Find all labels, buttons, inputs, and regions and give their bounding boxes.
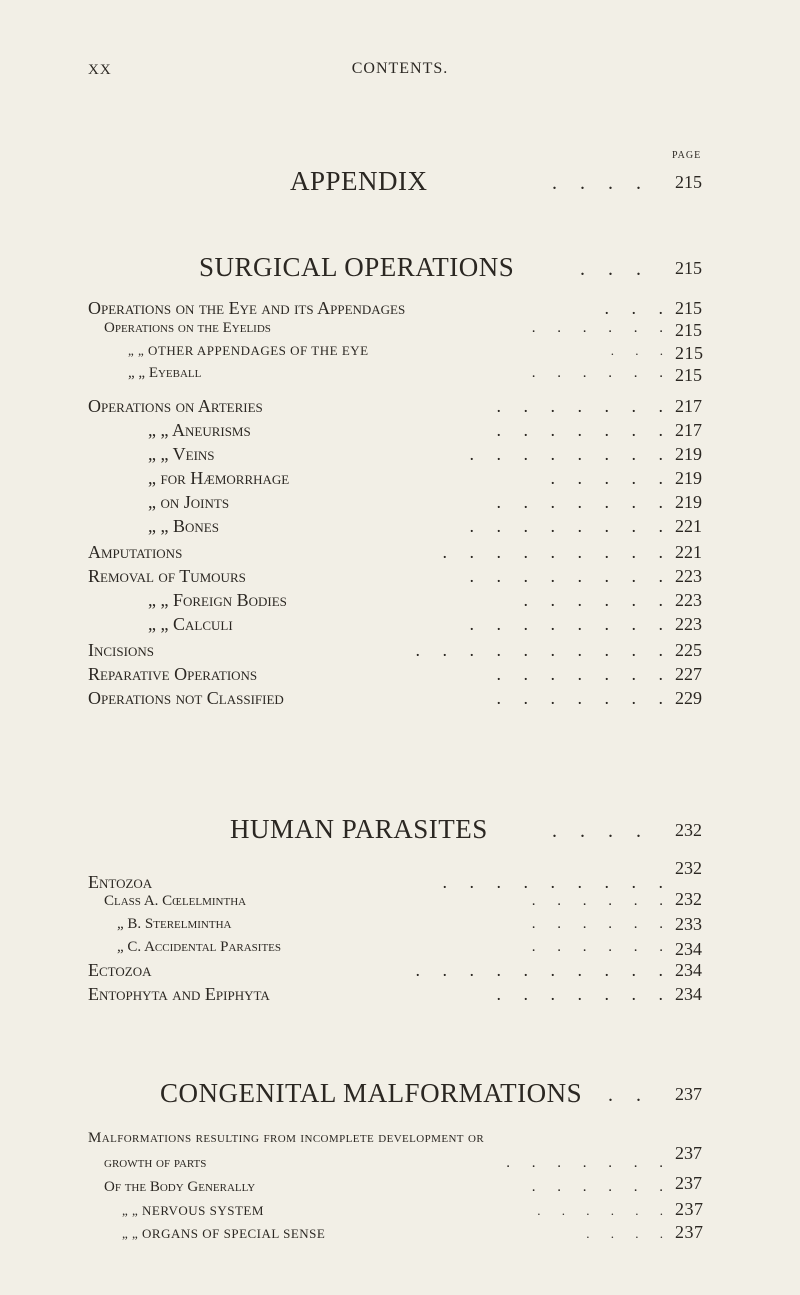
- page-header-left: XX: [88, 62, 112, 78]
- toc-human-parasites[interactable]: HUMAN PARASITES . . . . 232: [230, 814, 702, 844]
- toc-entry[interactable]: Ectozoa . . . . . . . . . . 234: [88, 960, 702, 980]
- toc-entry[interactable]: Reparative Operations . . . . . . . 227: [88, 664, 702, 684]
- toc-entry[interactable]: „ „ Foreign Bodies . . . . . . 223: [148, 590, 702, 610]
- section-title: APPENDIX: [290, 166, 428, 196]
- toc-entry[interactable]: „ „ Veins . . . . . . . . 219: [148, 444, 702, 464]
- toc-entry[interactable]: „ C. Accidental Parasites . . . . . . 234: [117, 939, 702, 959]
- toc-congenital-malformations[interactable]: CONGENITAL MALFORMATIONS . . 237: [160, 1078, 702, 1108]
- toc-entry[interactable]: Incisions . . . . . . . . . . 225: [88, 640, 702, 660]
- toc-entry[interactable]: Operations not Classified . . . . . . . 229: [88, 688, 702, 708]
- toc-entry[interactable]: „ „ Calculi . . . . . . . . 223: [148, 614, 702, 634]
- toc-entry[interactable]: „ „ OTHER APPENDAGES OF THE EYE . . . 215: [128, 343, 704, 363]
- toc-entry[interactable]: Operations on the Eye and its Appendages . . . 215: [88, 298, 702, 318]
- toc-entry[interactable]: Class A. Cœlelmintha . . . . . . 232: [104, 889, 702, 909]
- toc-entry[interactable]: Amputations . . . . . . . . . 221: [88, 542, 702, 562]
- toc-entry[interactable]: „ „ ORGANS OF SPECIAL SENSE . . . . 237: [122, 1222, 704, 1242]
- toc-entry[interactable]: „ B. Sterelmintha . . . . . . 233: [117, 914, 702, 934]
- toc-entry[interactable]: Operations on Arteries . . . . . . . 217: [88, 396, 702, 416]
- toc-entry[interactable]: „ „ Eyeball . . . . . . 215: [128, 365, 702, 385]
- section-page: 237: [675, 1084, 702, 1104]
- toc-entry[interactable]: Operations on the Eyelids . . . . . . 215: [104, 320, 702, 340]
- page-title: CONTENTS.: [351, 60, 449, 77]
- toc-surgical-operations[interactable]: SURGICAL OPERATIONS . . . 215: [199, 252, 702, 282]
- toc-entry[interactable]: Entophyta and Epiphyta . . . . . . . 234: [88, 984, 702, 1004]
- page-column-label: PAGE: [672, 150, 702, 161]
- toc-entry[interactable]: „ „ Bones . . . . . . . . 221: [148, 516, 702, 536]
- toc-entry[interactable]: „ „ Aneurisms . . . . . . . 217: [148, 420, 702, 440]
- toc-entry[interactable]: „ for Hæmorrhage . . . . . 219: [148, 468, 702, 488]
- section-page: 232: [675, 820, 702, 840]
- toc-entry[interactable]: Of the Body Generally . . . . . . 237: [104, 1173, 702, 1195]
- toc-entry[interactable]: growth of parts . . . . . . . 237: [104, 1143, 702, 1171]
- section-page: 215: [675, 172, 702, 192]
- toc-entry[interactable]: Malformations resulting from incomplete development or: [88, 1130, 485, 1146]
- toc-entry[interactable]: Removal of Tumours . . . . . . . . 223: [88, 566, 702, 586]
- section-page: 215: [675, 258, 702, 278]
- section-title: HUMAN PARASITES: [230, 814, 488, 844]
- toc-entry[interactable]: „ on Joints . . . . . . . 219: [148, 492, 702, 512]
- toc-appendix[interactable]: APPENDIX . . . . 215: [290, 166, 702, 196]
- section-title: SURGICAL OPERATIONS: [199, 252, 515, 282]
- toc-entry[interactable]: Entozoa . . . . . . . . . 232: [88, 858, 702, 892]
- section-title: CONGENITAL MALFORMATIONS: [160, 1078, 583, 1108]
- toc-entry[interactable]: „ „ NERVOUS SYSTEM . . . . . . 237: [122, 1199, 704, 1219]
